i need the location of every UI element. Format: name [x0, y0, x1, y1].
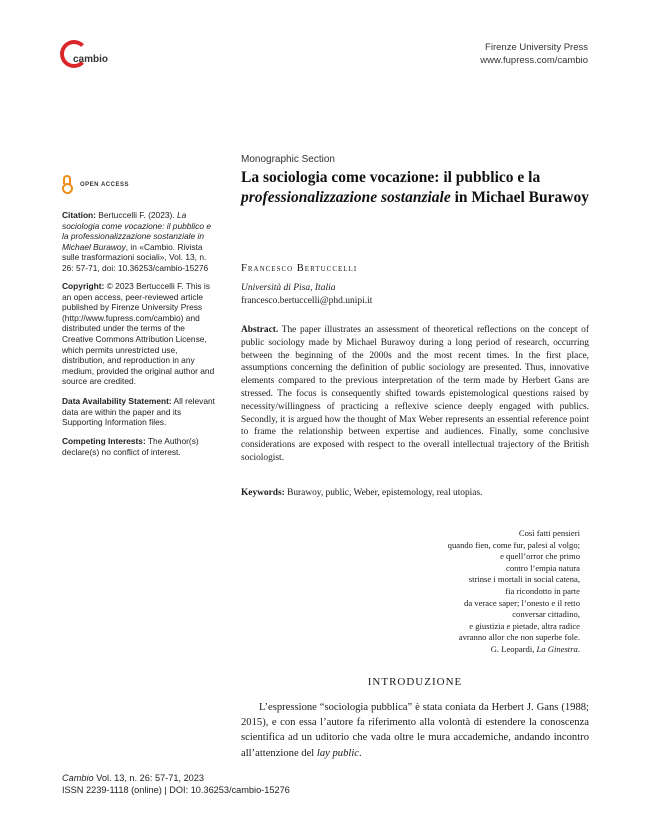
page-footer: [62, 772, 290, 796]
citation-post: , in «Cambio. Rivista sulle trasformazioni sociali», Vol. 13, n. 26: 57-71, doi: 10.36253/cambio-15276: [62, 241, 209, 273]
publisher-name: Firenze University Press: [485, 42, 588, 53]
keywords-label: Keywords:: [241, 488, 285, 498]
intro-paragraph: L’espressione “sociologia pubblica” è stata coniata da Herbert J. Gans (1988; 2015), e con essa l’autore fa riferimento alla volontà di estendere la conoscenza scientifica ad un uditorio che vada oltre le mura accademiche, andando incontro all’attenzione del lay public.: [241, 702, 589, 759]
poem-line: Così fatti pensieri: [518, 528, 580, 538]
copyright-label: Copyright:: [62, 281, 105, 291]
logo-text: cambio: [73, 54, 109, 65]
article-title: La sociologia come vocazione: il pubblico e la professionalizzazione sostanziale in Michael Burawoy: [241, 169, 589, 206]
footer-volume: Vol. 13, n. 26: 57-71, 2023: [93, 773, 205, 783]
footer-journal-line: [62, 772, 290, 784]
abstract: [241, 324, 589, 465]
data-availability-text: All relevant data are within the paper and its Supporting Information files.: [62, 396, 215, 428]
author-email[interactable]: francesco.bertuccelli@phd.unipi.it: [241, 296, 373, 306]
poem-line: fia ricondotto in parte: [505, 585, 580, 596]
open-access-icon: [62, 175, 74, 195]
author-affiliation: [241, 282, 372, 308]
competing-interests-block: [62, 436, 217, 457]
section-label: Monographic Section: [241, 154, 335, 165]
abstract-label: Abstract.: [241, 325, 279, 335]
footer-journal-name: Cambio: [62, 773, 94, 783]
section-heading-introduzione: INTRODUZIONE: [367, 676, 463, 688]
poem-line: e quell’orror che primo: [500, 551, 580, 562]
abstract-text: The paper illustrates an assessment of theoretical reflections on the concept of public sociology made by Michael Burawoy during a long period of research, occurring between the beginning of the 2000s and the most recent times. In the first place, assumptions concerning the definition of public sociology are presented. Thus, innovative elements compared to the previous interpretation of the term made by Herbert Gans are stressed. The focus is consequently shifted towards epistemological questions raised by necessity/willingness of practicing a reflexive science deeply engaged with publics. Secondly, it is argued how the thought of Max Weber represents an essential reference point to frame the relationship between expertise and audiences. Finally, some conclusive considerations are exposed with respect to the overall intellectual trajectory of the British sociologist.: [241, 325, 589, 463]
poem-line: contro l’empia natura: [506, 562, 580, 573]
competing-interests-label: Competing Interests:: [62, 436, 146, 446]
poem-line: e giustizia e pietade, altra radice: [469, 620, 580, 631]
open-access-badge: [62, 175, 129, 195]
data-availability-block: [62, 396, 217, 428]
citation-title: La sociologia come vocazione: il pubblico e la professionalizzazione sostanziale in Michael Burawoy: [62, 210, 211, 252]
keywords: [241, 487, 589, 500]
citation-block: [62, 210, 217, 274]
epigraph-poem: [448, 528, 580, 656]
keywords-text: Burawoy, public, Weber, epistemology, real utopias.: [284, 488, 483, 498]
affiliation-text: Università di Pisa, Italia: [241, 283, 336, 293]
data-availability-label: Data Availability Statement:: [62, 396, 172, 406]
publisher-url[interactable]: www.fupress.com/cambio: [480, 54, 588, 66]
copyright-block: [62, 281, 217, 387]
open-access-label: OPEN ACCESS: [80, 182, 129, 188]
copyright-text: © 2023 Bertuccelli F. This is an open access, peer-reviewed article published by Firenze University Press (http://www.fupress.com/cambio) and distributed under the terms of the Creative Commons Attribution License, which permits unrestricted use, distribution, and reproduction in any medium, provided the original author and source are credited.: [62, 281, 215, 387]
poem-line: da verace saper; l’onesto e il retto: [464, 597, 580, 608]
poem-line: avranno allor che non superbe fole.: [458, 632, 580, 643]
citation-pre: Bertuccelli F. (2023).: [95, 210, 177, 220]
author-name: Francesco Bertuccelli: [241, 263, 358, 274]
publisher-info: [480, 42, 588, 67]
poem-line: strinse i mortali in social catena,: [468, 574, 580, 585]
poem-line: quando fien, come fur, palesi al volgo;: [447, 539, 580, 550]
poem-attribution: G. Leopardi, La Ginestra.: [490, 643, 580, 654]
journal-logo: [60, 40, 116, 78]
footer-issn-doi: ISSN 2239-1118 (online) | DOI: 10.36253/cambio-15276: [62, 785, 290, 795]
competing-interests-text: The Author(s) declare(s) no conflict of interest.: [62, 436, 199, 457]
citation-label: Citation:: [62, 210, 96, 220]
poem-line: conversar cittadino,: [512, 609, 580, 620]
